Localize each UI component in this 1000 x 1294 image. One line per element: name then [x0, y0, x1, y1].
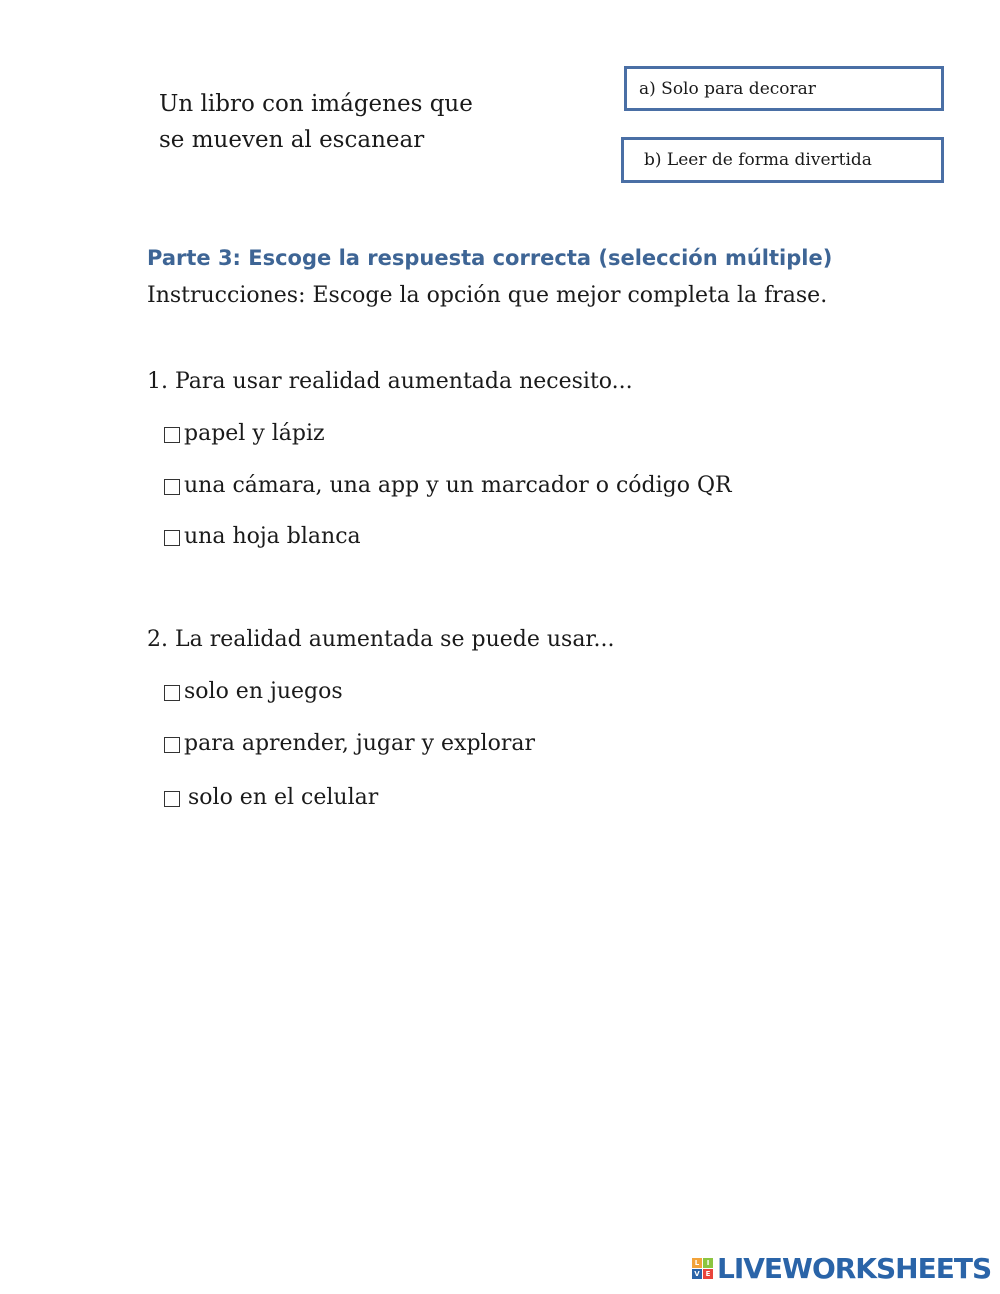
question-1-text: 1. Para usar realidad aumentada necesito... — [147, 369, 633, 394]
logo-text: LIVEWORKSHEETS — [717, 1252, 992, 1285]
option-label: para aprender, jugar y explorar — [184, 731, 535, 756]
question-2-text: 2. La realidad aumentada se puede usar... — [147, 627, 615, 652]
logo-mark-icon — [692, 1258, 713, 1279]
checkbox-icon[interactable] — [164, 427, 180, 443]
matching-prompt-line-1: Un libro con imágenes que — [159, 91, 473, 117]
checkbox-icon[interactable] — [164, 530, 180, 546]
checkbox-icon[interactable] — [164, 685, 180, 701]
answer-option-a-label: a) Solo para decorar — [639, 78, 816, 99]
question-1-option-2[interactable] — [164, 473, 732, 498]
option-label: una hoja blanca — [184, 524, 361, 549]
answer-option-b[interactable] — [621, 137, 944, 183]
matching-prompt-line-2: se mueven al escanear — [159, 127, 425, 153]
question-1-option-3[interactable] — [164, 524, 361, 549]
option-label: solo en el celular — [188, 785, 379, 810]
section-heading: Parte 3: Escoge la respuesta correcta (selección múltiple) — [147, 246, 833, 270]
answer-option-a[interactable] — [624, 66, 944, 111]
question-1-option-1[interactable] — [164, 421, 325, 446]
question-2-option-2[interactable] — [164, 731, 535, 756]
checkbox-icon[interactable] — [164, 737, 180, 753]
logo-mark-tile: L — [692, 1258, 702, 1268]
option-label: solo en juegos — [184, 679, 343, 704]
question-2-option-3[interactable] — [164, 785, 378, 810]
logo-mark-tile: E — [703, 1269, 713, 1279]
option-label: una cámara, una app y un marcador o código QR — [184, 473, 732, 498]
liveworksheets-logo — [692, 1252, 991, 1285]
logo-mark-tile: V — [692, 1269, 702, 1279]
instructions-text: Instrucciones: Escoge la opción que mejor completa la frase. — [147, 283, 828, 308]
option-label: papel y lápiz — [184, 421, 325, 446]
question-2-option-1[interactable] — [164, 679, 343, 704]
checkbox-icon[interactable] — [164, 479, 180, 495]
answer-option-b-label: b) Leer de forma divertida — [644, 150, 872, 170]
checkbox-icon[interactable] — [164, 791, 180, 807]
logo-mark-tile: I — [703, 1258, 713, 1268]
